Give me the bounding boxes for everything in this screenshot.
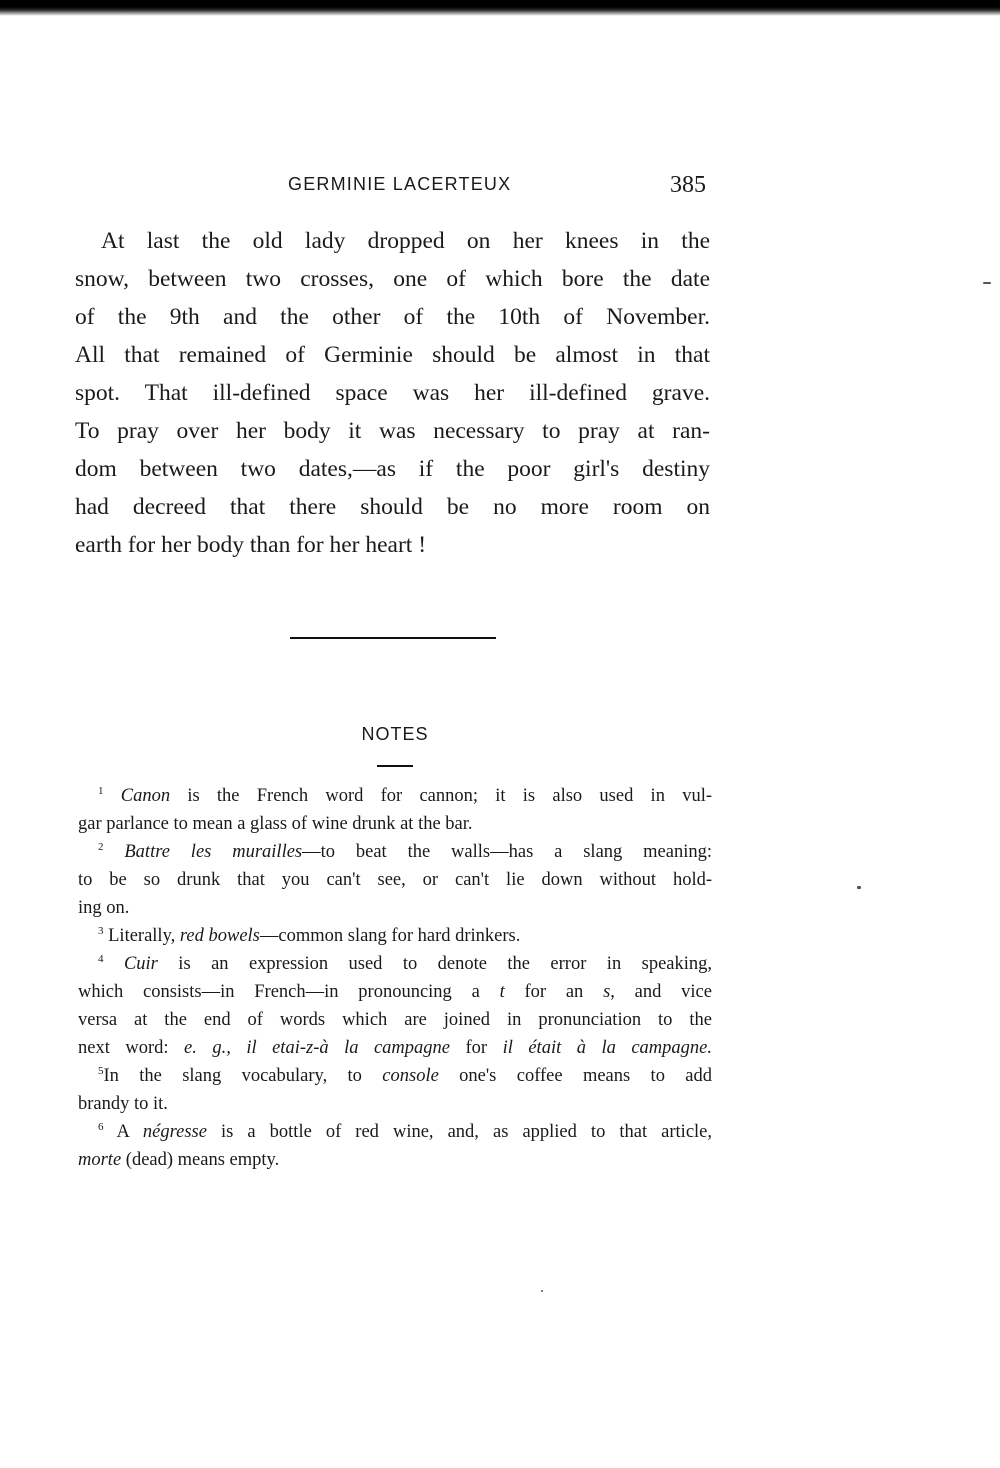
note-italic: Battre les murailles xyxy=(124,842,303,862)
page-number: 385 xyxy=(670,172,706,198)
note-marker: 3 xyxy=(98,925,104,937)
scan-top-edge xyxy=(0,0,1000,16)
note-4-line: which consists—in French—in pronouncing a t for an s, and vice xyxy=(78,982,712,1002)
note-marker: 6 xyxy=(98,1121,104,1133)
note-marker: 2 xyxy=(98,841,104,853)
page-header xyxy=(75,172,710,202)
note-6-line: $^6$ A négresse is a bottle of red wine, and, as applied to that article, xyxy=(98,1121,712,1142)
note-5-line: brandy to it. xyxy=(78,1094,168,1114)
scan-speck xyxy=(983,282,991,284)
note-italic: négresse xyxy=(142,1122,207,1142)
body-line: To pray over her body it was necessary to pray at ran- xyxy=(75,418,710,444)
body-line: At last the old lady dropped on her knees in the xyxy=(101,228,710,254)
note-2-line: $^2$ Battre les murailles—to beat the walls—has a slang meaning: xyxy=(98,841,712,862)
body-line: spot. That ill-defined space was her ill-defined grave. xyxy=(75,380,710,406)
note-italic: morte xyxy=(78,1150,122,1170)
note-italic: Cuir xyxy=(123,954,158,974)
body-line: All that remained of Germinie should be almost in that xyxy=(75,342,710,368)
note-4-line: next word: e. g., il etai-z-à la campagne for il était à la campagne. xyxy=(78,1038,712,1058)
section-divider xyxy=(290,637,496,639)
note-4-line: $^4$ Cuir is an expression used to denote the error in speaking, xyxy=(98,953,713,974)
body-line: dom between two dates,—as if the poor girl's destiny xyxy=(75,456,710,482)
scan-speck xyxy=(541,1290,543,1292)
scan-speck xyxy=(857,886,861,889)
body-line: of the 9th and the other of the 10th of November. xyxy=(75,304,710,330)
note-6-line: morte (dead) means empty. xyxy=(78,1150,280,1170)
notes-list xyxy=(78,782,712,1174)
running-title: GERMINIE LACERTEUX xyxy=(288,174,512,194)
body-paragraph xyxy=(75,222,710,564)
note-italic: Canon xyxy=(120,786,171,806)
body-line: had decreed that there should be no more room on xyxy=(75,494,710,520)
note-italic: red bowels xyxy=(179,926,260,946)
note-4-line: versa at the end of words which are joined in pronunciation to the xyxy=(78,1010,712,1030)
note-5-line: $^5$In the slang vocabulary, to console one's coffee means to add xyxy=(98,1065,712,1086)
note-1-line: $^1$ Canon is the French word for cannon; it is also used in vul- xyxy=(98,785,712,806)
note-marker: 4 xyxy=(98,953,104,965)
notes-heading: NOTES xyxy=(361,724,429,744)
note-3-line: $^3$ Literally, red bowels—common slang for hard drinkers. xyxy=(98,925,521,946)
body-line: earth for her body than for her heart ! xyxy=(75,532,427,558)
note-2-line: to be so drunk that you can't see, or can't lie down without hold- xyxy=(78,870,712,890)
note-marker: 5 xyxy=(98,1065,104,1077)
note-1-line: gar parlance to mean a glass of wine drunk at the bar. xyxy=(78,814,473,834)
note-marker: 1 xyxy=(98,785,104,797)
note-italic: console xyxy=(382,1066,439,1086)
body-line: snow, between two crosses, one of which bore the date xyxy=(75,266,710,292)
notes-heading-dash xyxy=(377,765,413,767)
note-2-line: ing on. xyxy=(78,898,130,918)
